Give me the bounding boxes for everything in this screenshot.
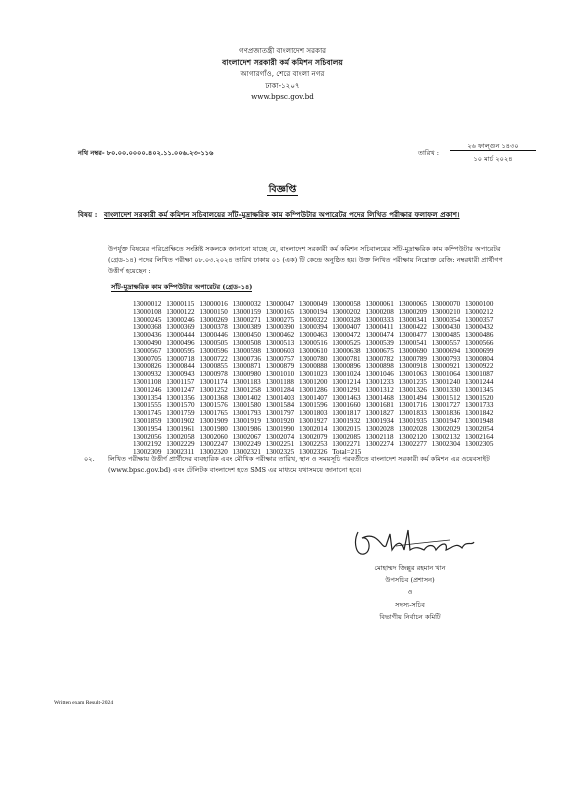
roll-number: 13001512 [431,393,461,402]
date-divider [450,150,536,151]
roll-number: 13000407 [332,323,361,332]
notice-title [0,177,565,198]
roll-number: 13002305 [465,440,494,449]
signer-conjunction: ও [407,588,413,597]
roll-number: 13002274 [365,440,394,449]
roll-number: 13000432 [465,323,494,332]
roll-number: 13001935 [398,417,427,425]
roll-number: 13000871 [232,362,261,371]
roll-number: 13002058 [166,432,195,441]
roll-number: 13002028 [398,424,427,433]
roll-number: 13002054 [465,424,494,433]
roll-number: 13001681 [365,401,394,410]
roll-number: 13000394 [299,323,328,332]
roll-number: 13000496 [166,339,195,347]
roll-number: 13001827 [365,409,394,418]
roll-number: 13002015 [332,424,361,433]
roll-number: 13000474 [365,331,394,340]
roll-number: 13001596 [299,401,328,410]
roll-number: 13001087 [465,370,494,379]
roll-number: 13000980 [232,370,261,379]
roll-number: 13002271 [332,440,361,449]
subject-text: বাংলাদেশ সরকারী কর্ম কমিশন সচিবালয়ের সাঁট-মুদ্রাক্ষরিক কাম কম্পিউটার অপারেটর পদের লিখিত পরীক্ষার ফলাফল প্রকাশ। [104,210,460,219]
roll-number: 13000369 [166,323,195,332]
roll-number: 13000757 [265,354,295,363]
roll-number: 13001326 [398,385,427,394]
followup-text: লিখিত পরীক্ষায় উত্তীর্ণ প্রার্থীদের ব্যবহারিক এবং মৌখিক পরীক্ষার তারিখ, স্থান ও সময়সূচি পরবর্তীতে বাংলাদেশ সরকারী কর্ম কমিশন এর ওয়েবসাইট (www.bpsc.gov.bd) এবং টেলিটক বাংলাদেশ হতে SMS এর মাধ্যমে যথাসময়ে জানানো হবে। [108,455,490,475]
roll-number: 13001345 [465,385,494,394]
roll-number: 13002132 [431,432,461,441]
roll-number: 13000472 [332,331,361,340]
roll-number: 13002056 [133,432,162,441]
roll-number: 13001836 [431,409,461,418]
roll-number: 13000780 [299,354,328,363]
roll-number: 13000368 [133,323,162,332]
roll-number: 13001733 [465,401,494,410]
roll-number: 13000789 [398,354,427,363]
roll-number: 13000245 [133,315,162,324]
roll-number: 13000505 [199,339,228,347]
roll-number: 13002074 [265,432,295,441]
roll-number: 13000202 [332,307,361,316]
roll-number: 13001064 [431,370,461,379]
roll-number: 13000598 [232,346,261,355]
roll-number: 13000705 [133,354,162,363]
roll-number: 13000150 [199,307,228,316]
roll-number: 13001803 [299,409,328,418]
roll-number: 13000896 [332,362,361,371]
roll-number: 13001833 [398,409,427,418]
roll-number: 13000322 [299,315,328,324]
roll-number: 13002229 [166,440,195,449]
roll-number: 13000212 [465,307,494,316]
roll-number: 13002060 [199,432,228,441]
roll-number: 13000978 [199,370,228,379]
roll-number: 13000194 [299,307,328,316]
roll-number: 13000430 [431,323,461,332]
roll-number: 13000210 [431,307,461,316]
roll-number: 13001286 [299,385,328,394]
roll-number: 13000070 [431,300,461,308]
roll-number: 13001258 [232,385,261,394]
roll-number: 13002251 [265,440,295,449]
roll-number: 13001407 [299,393,328,402]
roll-number: 13001570 [166,401,195,410]
roll-number: 13001403 [265,393,295,402]
roll-number: 13001244 [465,378,494,386]
roll-number: 13000341 [398,315,427,324]
signatory-block [320,562,500,623]
roll-number: 13002028 [365,424,394,433]
roll-number: 13001919 [232,417,261,425]
roll-number: 13000932 [133,370,162,379]
roll-number: 13000049 [299,300,328,308]
roll-number: 13000603 [265,346,295,355]
roll-number: 13000888 [299,362,328,371]
roll-number: 13001330 [431,385,461,394]
roll-number: 13001368 [199,393,228,402]
roll-number: 13002311 [166,448,195,457]
roll-number: 13000694 [431,346,461,355]
roll-number: 13002325 [265,448,295,457]
roll-number: 13001986 [232,424,261,433]
memo-number: নথি নম্বর- ৮০.০০.০০০০.৪০২.১১.০০৬.২৩-১১৬ [78,149,214,157]
roll-number: 13000444 [166,331,195,340]
commission-name: বাংলাদেশ সরকারী কর্ম কমিশন সচিবালয় [222,57,343,67]
roll-number: 13002253 [299,440,328,449]
roll-number: 13001934 [365,417,394,425]
roll-number: 13001932 [332,417,361,425]
govt-name: গণপ্রজাতন্ত্রী বাংলাদেশ সরকার [238,46,327,55]
notice-title-text: বিজ্ঞপ্তি [268,184,297,195]
roll-number: 13001793 [232,409,261,418]
roll-number: 13000012 [133,300,162,308]
roll-number: 13000058 [332,300,361,308]
subject-block [78,209,508,222]
roll-number: 13001859 [133,417,162,425]
signer-role: সদস্য-সচিব [395,600,425,609]
paragraph-number: ০২. [84,455,95,463]
roll-number: 13000722 [199,354,228,363]
post-heading-text: সাঁট-মুদ্রাক্ষরিক কাম কম্পিউটার অপারেটর (গ্রেড-১৪) [111,283,253,291]
roll-number: 13001520 [465,393,494,402]
roll-number: 13000943 [166,370,195,379]
roll-number: 13000490 [133,339,162,347]
roll-number: 13001157 [166,378,195,386]
roll-number: 13001927 [299,417,328,425]
roll-number: 13000541 [398,339,427,347]
roll-number: 13000246 [166,315,195,324]
roll-number: 13000699 [465,346,494,355]
roll-number: 13001745 [133,409,162,418]
letterhead [0,45,565,103]
roll-number: 13001584 [265,401,295,410]
roll-number: 13000567 [133,346,162,355]
date-bangla: ২৬ ফাল্গুন ১৪৩০ [467,142,519,150]
roll-number: 13001356 [166,393,195,402]
roll-number: 13001200 [299,378,328,386]
roll-number: 13000793 [431,354,461,363]
roll-number: 13002164 [465,432,494,441]
roll-number: 13000032 [232,300,261,308]
roll-number: 13002029 [431,424,461,433]
roll-number: 13000826 [133,362,162,371]
roll-number: 13001046 [365,370,394,379]
roll-number: 13000100 [465,300,494,308]
roll-number: 13000525 [332,339,361,347]
signer-designation: উপসচিব (প্রশাসন) [385,576,435,585]
roll-number: 13001990 [265,424,295,433]
roll-number: 13001023 [299,370,328,379]
roll-number: 13001954 [133,424,162,433]
roll-number: 13000918 [398,362,427,371]
roll-number: 13002309 [133,448,162,457]
roll-number: 13000328 [332,315,361,324]
roll-number: 13001183 [232,378,261,386]
roll-number: 13000269 [199,315,228,324]
followup-paragraph [84,454,510,476]
roll-number: 13001240 [431,378,461,386]
roll-number: 13000165 [265,307,295,316]
roll-number: 13001063 [398,370,427,379]
roll-number: 13000333 [365,315,394,324]
roll-number: 13001947 [431,417,461,425]
roll-number: 13000781 [332,354,361,363]
roll-number: 13000357 [465,315,494,324]
roll-number: 13002321 [232,448,261,457]
roll-number: 13001902 [166,417,195,425]
roll-number: 13000898 [365,362,394,371]
roll-number: 13001291 [332,385,361,394]
date-label: তারিখ : [418,149,440,157]
roll-number: 13001817 [332,409,361,418]
roll-number: 13001010 [265,370,295,379]
roll-number: 13001842 [465,409,494,418]
roll-number: 13001980 [199,424,228,433]
roll-number: 13000065 [398,300,427,308]
roll-number: 13000566 [465,339,494,347]
roll-number: 13001246 [133,385,162,394]
roll-number: 13000422 [398,323,427,332]
roll-number: 13000804 [465,354,494,363]
roll-number: 13000450 [232,331,261,340]
roll-number: 13000595 [166,346,195,355]
roll-number: 13000209 [398,307,427,316]
roll-number: 13001174 [199,378,228,386]
roll-number: 13000508 [232,339,261,347]
roll-number: 13001716 [398,401,427,410]
roll-number: 13001727 [431,401,461,410]
total-count: Total=215 [332,448,362,457]
roll-number: 13001759 [166,409,195,418]
roll-number: 13002079 [299,432,328,441]
roll-number: 13000513 [265,339,295,347]
roll-number: 13000354 [431,315,461,324]
roll-number: 13001555 [133,401,162,410]
roll-number: 13001920 [265,417,295,425]
roll-number: 13001961 [166,424,195,433]
roll-number: 13001660 [332,401,361,410]
roll-number: 13001797 [265,409,295,418]
roll-number: 13001108 [133,378,162,386]
roll-number: 13001468 [365,393,394,402]
signer-name: মোহাম্মদ জিল্লুর রহমান খান [374,564,446,572]
roll-number: 13000275 [265,315,295,324]
roll-number: 13002085 [332,432,361,441]
roll-number: 13000477 [398,331,427,340]
signer-committee: বিভাগীয় নির্বাচন কমিটি [379,612,441,621]
roll-number: 13000271 [232,315,261,324]
roll-number: 13001948 [465,417,494,425]
roll-number: 13002067 [232,432,261,441]
roll-number: 13000690 [398,346,427,355]
roll-number: 13002326 [299,448,328,457]
post-heading [111,281,252,293]
roll-number: 13000539 [365,339,394,347]
roll-number: 13001312 [365,385,394,394]
roll-number: 13002249 [232,440,261,449]
roll-number: 13002014 [299,424,328,433]
roll-number: 13000844 [166,362,195,371]
handwritten-signature [350,520,480,566]
roll-number: 13001909 [199,417,228,425]
roll-number: 13000411 [365,323,394,332]
subject-label: বিষয় : [78,210,98,219]
roll-number: 13001247 [166,385,195,394]
roll-number: 13000389 [232,323,261,332]
roll-number: 13000463 [299,331,328,340]
roll-number: 13002192 [133,440,162,449]
roll-number: 13001765 [199,409,228,418]
roll-number: 13000718 [166,354,195,363]
roll-number: 13000922 [465,362,494,371]
roll-number: 13000108 [133,307,162,316]
roll-number: 13001354 [133,393,162,402]
roll-number: 13002320 [199,448,228,457]
roll-number: 13000047 [265,300,295,308]
roll-number: 13001188 [265,378,294,386]
roll-number: 13000486 [465,331,494,340]
roll-number: 13000736 [232,354,261,363]
roll-number: 13001494 [398,393,427,402]
roll-number: 13002118 [365,432,394,441]
footer-label: Written exam Result-2024 [54,700,114,706]
roll-number: 13000446 [199,331,228,340]
roll-number: 13001024 [332,370,361,379]
roll-number: 13000485 [431,331,461,340]
roll-number: 13000115 [166,300,195,308]
roll-number: 13000610 [299,346,328,355]
roll-number: 13001463 [332,393,361,402]
roll-number: 13000638 [332,346,361,355]
city-line: ঢাকা-১২০৭ [265,80,300,90]
roll-number: 13001284 [265,385,295,394]
roll-number: 13001252 [199,385,228,394]
roll-number: 13002304 [431,440,461,449]
roll-number: 13002277 [398,440,427,449]
roll-number: 13001233 [365,378,394,386]
roll-number: 13000782 [365,354,394,363]
roll-number: 13000122 [166,307,195,316]
roll-number: 13000557 [431,339,461,347]
roll-number: 13001402 [232,393,261,402]
roll-number: 13000378 [199,323,228,332]
roll-number: 13000061 [365,300,394,308]
date-english: ১০ মার্চ ২০২৪ [473,155,513,163]
intro-paragraph: উপর্যুক্ত বিষয়ের পরিপ্রেক্ষিতে সংশ্লিষ্ট সকলকে জানানো যাচ্ছে যে, বাংলাদেশ সরকারী কর্ম কমিশন সচিবালয়ের সাঁট-মুদ্রাক্ষরিক কাম কম্পিউটার অপারেটর (গ্রেড-১৪) পদের লিখিত পরীক্ষা ০৮.০৩.২০২৪ তারিখ ঢাকায় ০১ (এক) টি কেন্দ্রে অনুষ্ঠিত হয়। উক্ত লিখিত পরীক্ষায় নিম্নোক্ত রেজি: নম্বরধারী প্রার্থীগণ উত্তীর্ণ হয়েছেন : [108,245,503,276]
roll-number: 13000436 [133,331,162,340]
roll-number: 13000879 [265,362,295,371]
roll-number: 13001214 [332,378,361,386]
roll-number: 13001235 [398,378,427,386]
roll-number: 13002120 [398,432,427,441]
roll-number: 13001576 [199,401,228,410]
roll-number: 13000855 [199,362,228,371]
roll-number: 13000159 [232,307,261,316]
roll-number: 13000596 [199,346,228,355]
website-line: www.bpsc.gov.bd [251,92,314,102]
roll-number: 13002247 [199,440,228,449]
roll-number: 13000462 [265,331,295,340]
roll-number: 13000390 [265,323,295,332]
roll-number: 13001580 [232,401,261,410]
roll-number: 13000208 [365,307,394,316]
roll-number: 13000016 [199,300,228,308]
roll-number: 13000516 [299,339,328,347]
roll-number: 13000675 [365,346,394,355]
address-line: আগারগাঁও, শেরে বাংলা নগর [240,69,325,79]
roll-number: 13000921 [431,362,461,371]
